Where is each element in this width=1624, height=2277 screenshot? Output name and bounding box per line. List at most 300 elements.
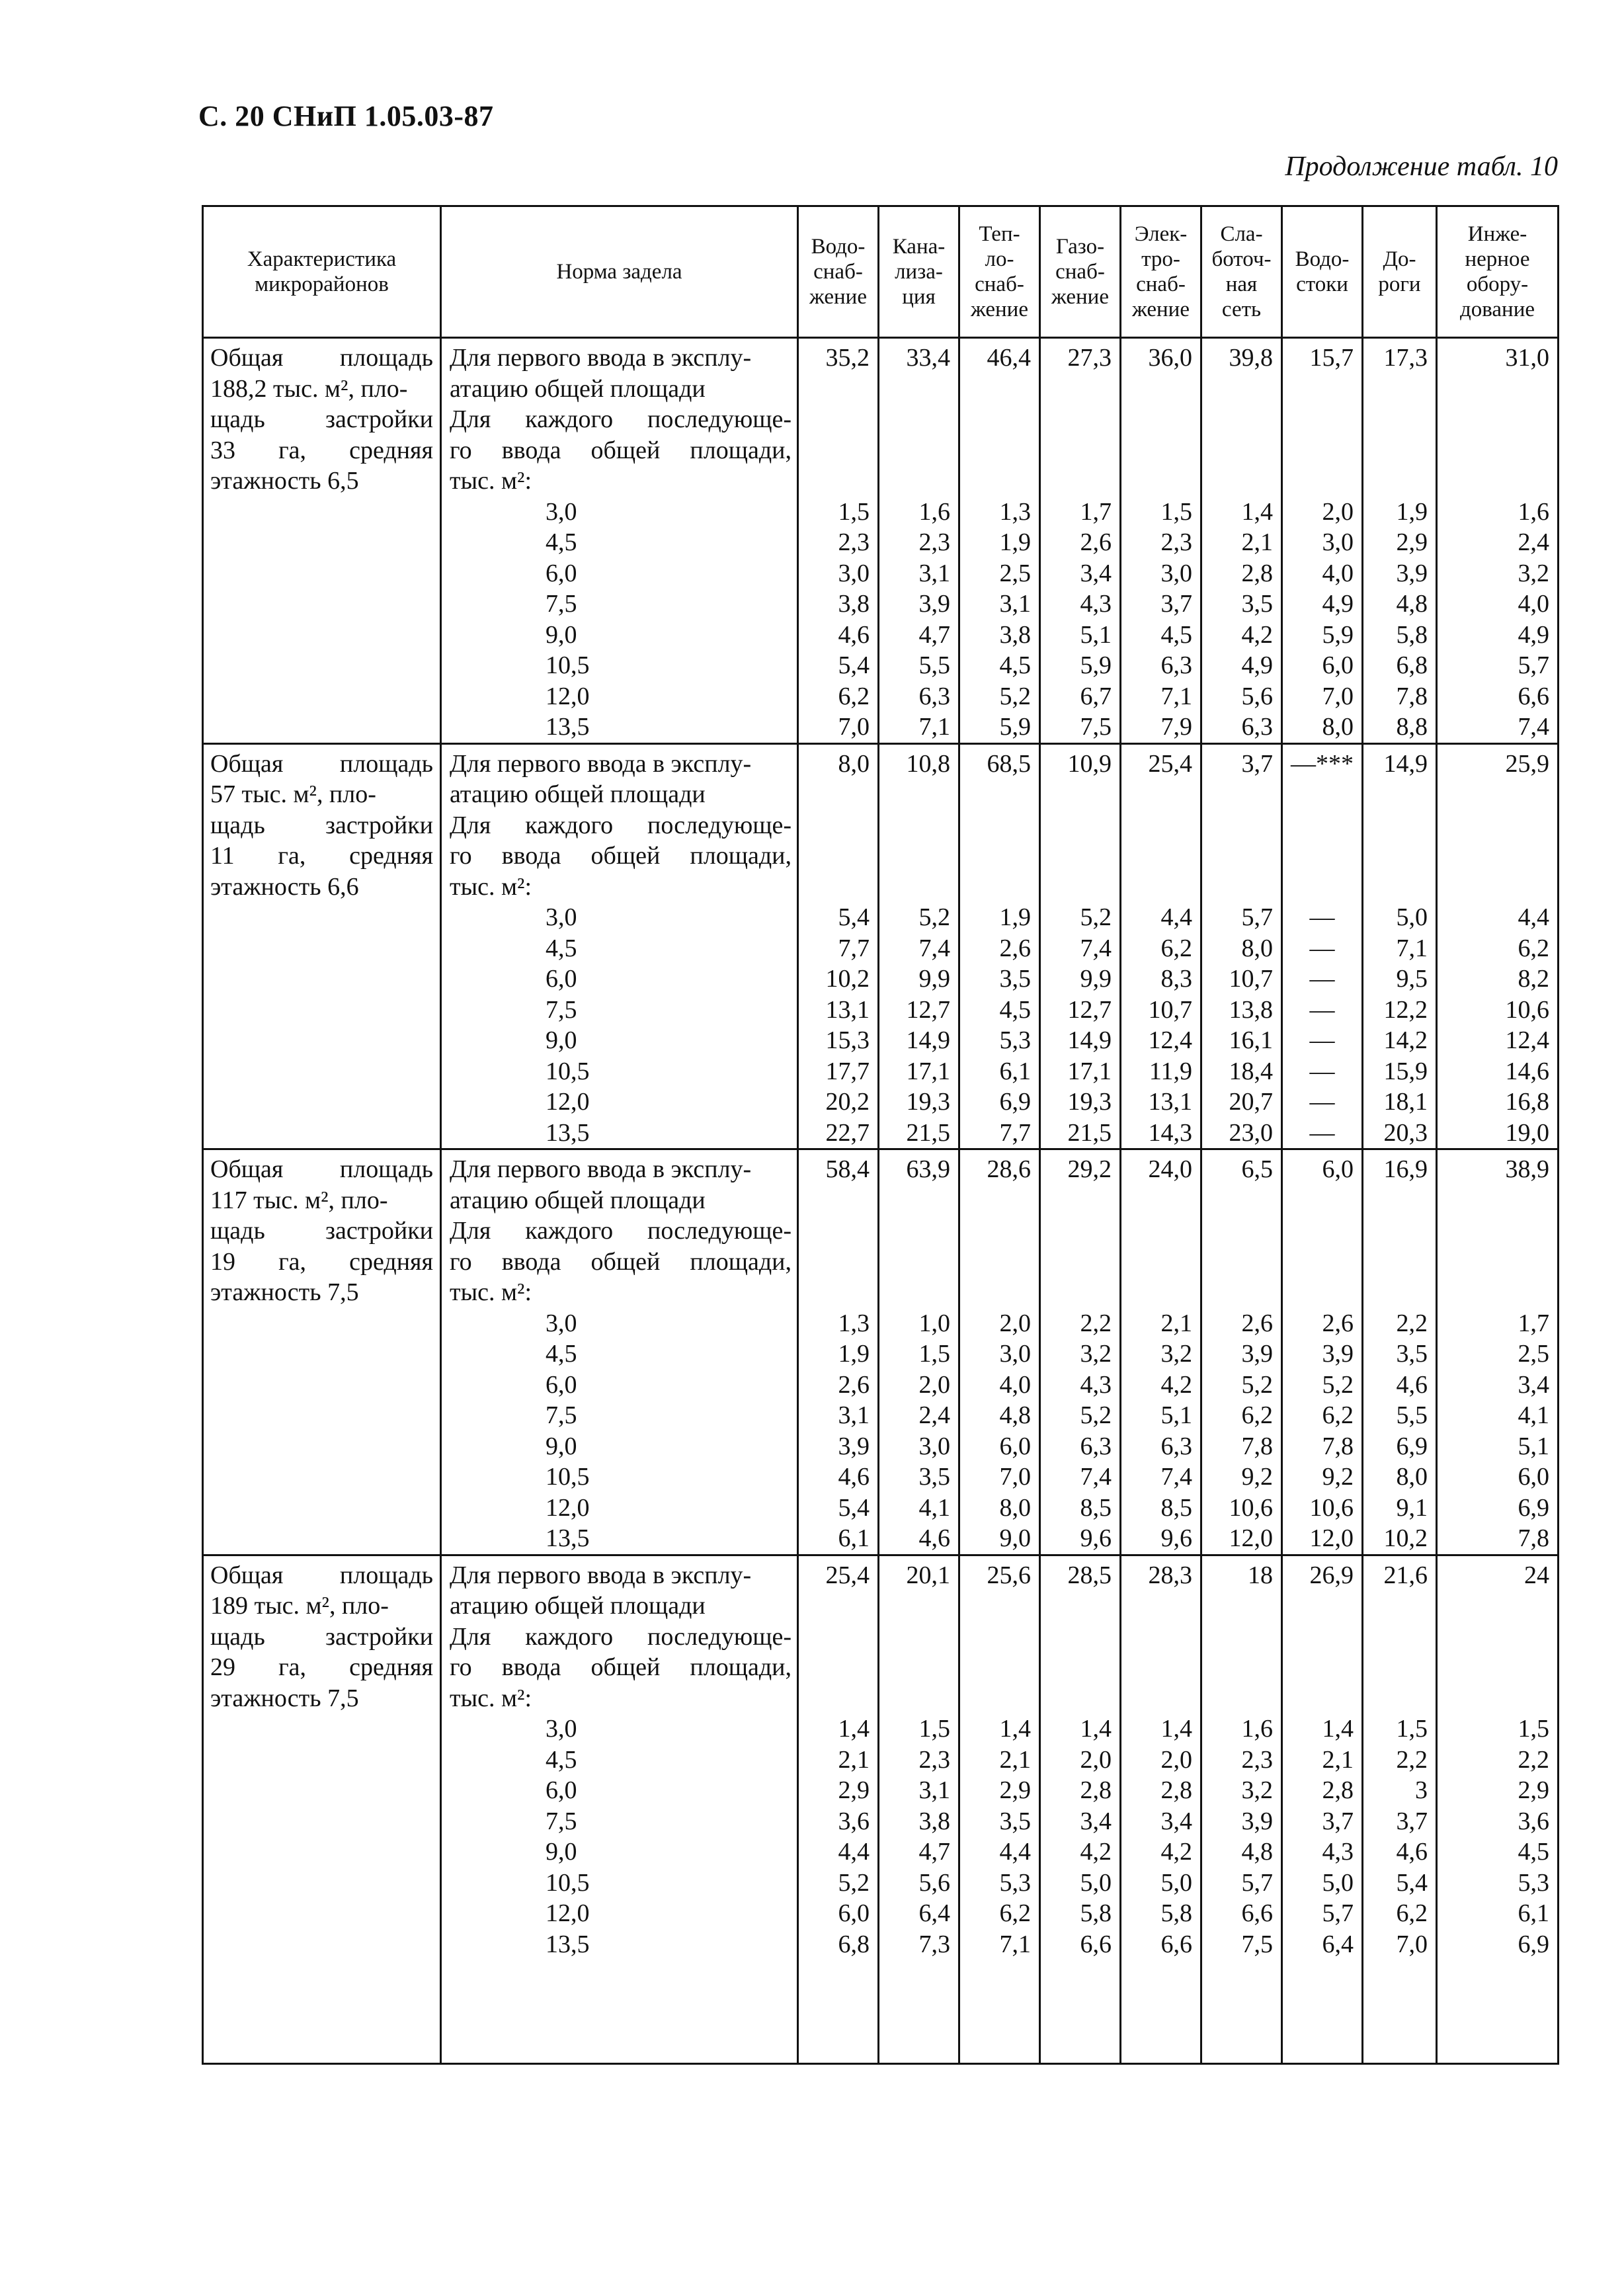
subsequent-input-value: 5,9: [1080, 651, 1112, 679]
spacer: [1046, 779, 1112, 810]
norm-values-cell: [1201, 1555, 1282, 2063]
norm-text-line: атацию общей площади: [450, 374, 706, 403]
subsequent-input-value: 5,2: [838, 1868, 870, 1897]
microdistrict-characteristic: [203, 743, 441, 1149]
first-input-value: 25,6: [987, 1561, 1031, 1589]
subsequent-input-value: 12,7: [1067, 995, 1112, 1024]
subsequent-input-value: 3,5: [999, 1807, 1031, 1835]
spacer: [1288, 841, 1356, 872]
subsequent-input-value: 5,8: [1396, 620, 1428, 649]
subsequent-input-value: 4,9: [1241, 651, 1273, 679]
subsequent-input-value: 2,8: [1160, 1776, 1192, 1804]
first-input-value: 6,0: [1322, 1155, 1354, 1183]
spacer: [1127, 1652, 1192, 1683]
spacer: [1288, 779, 1356, 810]
column-header: [798, 206, 879, 338]
spacer: [1369, 1277, 1428, 1308]
spacer: [1288, 1683, 1354, 1714]
spacer: [965, 1247, 1031, 1278]
norm-text-line: Для каждого последующе-: [450, 811, 792, 839]
subsequent-input-value: 8,2: [1518, 965, 1549, 993]
volume-value: 9,0: [546, 620, 577, 649]
subsequent-input-value: 4,8: [999, 1401, 1031, 1429]
column-header-line: нерное: [1465, 247, 1530, 271]
volume-value: 12,0: [546, 682, 590, 710]
subsequent-input-value: 4,5: [999, 651, 1031, 679]
microdistrict-characteristic: [203, 338, 441, 744]
subsequent-input-value: 7,4: [1160, 1463, 1192, 1491]
spacer: [965, 1622, 1031, 1653]
first-input-value: 33,4: [906, 344, 950, 372]
subsequent-input-value: 6,6: [1080, 1930, 1112, 1958]
spacer: [1207, 1591, 1273, 1622]
subsequent-input-value: 6,2: [1396, 1899, 1428, 1927]
subsequent-input-value: 8,3: [1160, 965, 1192, 993]
subsequent-input-value: 2,4: [918, 1401, 950, 1429]
spacer: [1443, 872, 1549, 903]
spacer: [965, 435, 1031, 466]
subsequent-input-value: 1,5: [918, 1340, 950, 1368]
volume-value: 10,5: [546, 1057, 590, 1085]
subsequent-input-value: 11,9: [1149, 1057, 1192, 1085]
spacer: [885, 810, 950, 841]
subsequent-input-value: 20,2: [825, 1088, 870, 1116]
subsequent-input-value: 1,5: [918, 1715, 950, 1743]
volume-value: 6,0: [546, 559, 577, 587]
microdistrict-characteristic: [203, 1149, 441, 1555]
first-input-value: 35,2: [825, 344, 870, 372]
spacer: [1046, 1185, 1112, 1216]
spacer: [965, 1216, 1031, 1247]
column-header-line: жение: [809, 285, 867, 309]
spacer: [965, 466, 1031, 497]
spacer: [1046, 1277, 1112, 1308]
subsequent-input-value: —: [1309, 1026, 1335, 1054]
spacer: [1127, 404, 1192, 435]
spacer: [885, 1185, 950, 1216]
norm-values-cell: [1040, 1149, 1121, 1555]
spacer: [804, 1683, 870, 1714]
spacer: [1443, 1652, 1549, 1683]
norm-values-cell: [1121, 743, 1201, 1149]
subsequent-input-value: 2,9: [1518, 1776, 1549, 1804]
spacer: [1046, 374, 1112, 405]
spacer: [1288, 374, 1354, 405]
subsequent-input-value: 4,1: [1518, 1401, 1549, 1429]
subsequent-input-value: 19,3: [906, 1088, 950, 1116]
spacer: [1369, 1247, 1428, 1278]
characteristic-line: Общая площадь: [210, 1155, 433, 1183]
subsequent-input-value: 1,9: [1396, 497, 1428, 526]
volume-value: 12,0: [546, 1899, 590, 1927]
spacer: [1288, 404, 1354, 435]
column-header-line: Элек-: [1134, 222, 1188, 246]
subsequent-input-value: 5,4: [838, 903, 870, 931]
volume-value: 7,5: [546, 1807, 577, 1835]
subsequent-input-value: 4,6: [1396, 1370, 1428, 1399]
subsequent-input-value: 5,7: [1518, 651, 1549, 679]
subsequent-input-value: 2,1: [999, 1745, 1031, 1774]
spacer: [1207, 841, 1273, 872]
spacer: [1443, 1247, 1549, 1278]
spacer: [965, 404, 1031, 435]
subsequent-input-value: 5,6: [918, 1868, 950, 1897]
subsequent-input-value: 4,3: [1080, 1370, 1112, 1399]
spacer: [1443, 374, 1549, 405]
norm-text-line: го ввода общей площади,: [450, 842, 792, 870]
subsequent-input-value: 7,8: [1396, 682, 1428, 710]
subsequent-input-value: 7,8: [1322, 1432, 1354, 1460]
characteristic-line: этажность 7,5: [210, 1684, 359, 1712]
subsequent-input-value: 3,5: [1396, 1340, 1428, 1368]
subsequent-input-value: —: [1309, 965, 1335, 993]
subsequent-input-value: 3,9: [1241, 1807, 1273, 1835]
subsequent-input-value: 14,6: [1505, 1057, 1549, 1085]
subsequent-input-value: 17,1: [1067, 1057, 1112, 1085]
spacer: [1288, 810, 1356, 841]
subsequent-input-value: 5,2: [1322, 1370, 1354, 1399]
spacer: [1207, 404, 1273, 435]
subsequent-input-value: 1,5: [1396, 1715, 1428, 1743]
volume-value: 7,5: [546, 995, 577, 1024]
subsequent-input-value: 1,3: [838, 1309, 870, 1337]
column-header-line: Водо-: [1295, 247, 1350, 271]
subsequent-input-value: 5,1: [1518, 1432, 1549, 1460]
volume-value: 13,5: [546, 1524, 590, 1552]
subsequent-input-value: 2,6: [1241, 1309, 1273, 1337]
subsequent-input-value: 5,2: [1080, 1401, 1112, 1429]
first-input-value: 24,0: [1148, 1155, 1192, 1183]
subsequent-input-value: 1,7: [1518, 1309, 1549, 1337]
volume-value: 9,0: [546, 1838, 577, 1866]
subsequent-input-value: 3,0: [838, 559, 870, 587]
subsequent-input-value: 5,0: [1396, 903, 1428, 931]
subsequent-input-value: 3,0: [1160, 559, 1192, 587]
first-input-value: 20,1: [906, 1561, 950, 1589]
subsequent-input-value: 10,7: [1229, 965, 1273, 993]
spacer: [885, 1652, 950, 1683]
first-input-value: 14,9: [1383, 749, 1428, 778]
subsequent-input-value: 6,4: [918, 1899, 950, 1927]
column-header: [1201, 206, 1282, 338]
spacer: [1127, 841, 1192, 872]
subsequent-input-value: 7,5: [1241, 1930, 1273, 1958]
subsequent-input-value: 2,1: [1160, 1309, 1192, 1337]
spacer: [1127, 435, 1192, 466]
subsequent-input-value: 4,8: [1241, 1838, 1273, 1866]
subsequent-input-value: 18,4: [1229, 1057, 1273, 1085]
subsequent-input-value: 2,3: [1160, 528, 1192, 556]
characteristic-line: этажность 6,5: [210, 467, 359, 495]
subsequent-input-value: 3,9: [1241, 1340, 1273, 1368]
subsequent-input-value: 6,9: [1518, 1930, 1549, 1958]
spacer: [885, 1622, 950, 1653]
table-row: [203, 743, 1559, 1149]
subsequent-input-value: 6,0: [1518, 1463, 1549, 1491]
subsequent-input-value: 10,6: [1505, 995, 1549, 1024]
subsequent-input-value: 14,9: [1067, 1026, 1112, 1054]
spacer: [1046, 466, 1112, 497]
column-header-line: Норма задела: [556, 260, 682, 284]
subsequent-input-value: 7,4: [1518, 713, 1549, 741]
characteristic-line: этажность 6,6: [210, 872, 359, 901]
subsequent-input-value: 7,7: [999, 1118, 1031, 1147]
subsequent-input-value: 5,2: [999, 682, 1031, 710]
spacer: [965, 374, 1031, 405]
subsequent-input-value: 7,4: [1080, 934, 1112, 962]
subsequent-input-value: 12,2: [1383, 995, 1428, 1024]
subsequent-input-value: 4,8: [1396, 590, 1428, 618]
spacer: [885, 1277, 950, 1308]
norm-values-cell: [798, 1555, 879, 2063]
column-header: [1282, 206, 1363, 338]
subsequent-input-value: 3,1: [918, 1776, 950, 1804]
first-input-value: 27,3: [1067, 344, 1112, 372]
subsequent-input-value: 2,0: [1080, 1745, 1112, 1774]
spacer: [1443, 466, 1549, 497]
column-header: [441, 206, 798, 338]
norm-text-line: атацию общей площади: [450, 1592, 706, 1620]
subsequent-input-value: 23,0: [1229, 1118, 1273, 1147]
subsequent-input-value: 1,9: [999, 903, 1031, 931]
spacer: [1127, 1683, 1192, 1714]
subsequent-input-value: 4,6: [1396, 1838, 1428, 1866]
subsequent-input-value: 5,1: [1080, 620, 1112, 649]
subsequent-input-value: 9,9: [1080, 965, 1112, 993]
subsequent-input-value: 8,0: [1241, 934, 1273, 962]
column-header-line: Характеристика: [247, 247, 397, 271]
norm-text-line: го ввода общей площади,: [450, 1247, 792, 1276]
spacer: [885, 1591, 950, 1622]
column-header-line: ная: [1225, 272, 1258, 296]
subsequent-input-value: 1,4: [1160, 1715, 1192, 1743]
subsequent-input-value: 16,8: [1505, 1088, 1549, 1116]
subsequent-input-value: 4,6: [838, 620, 870, 649]
subsequent-input-value: 6,9: [1518, 1493, 1549, 1522]
characteristic-line: 188,2 тыс. м², пло-: [210, 374, 408, 403]
subsequent-input-value: 1,4: [838, 1715, 870, 1743]
subsequent-input-value: 3,0: [999, 1340, 1031, 1368]
norm-values-cell: [959, 1149, 1040, 1555]
subsequent-input-value: 9,9: [918, 965, 950, 993]
subsequent-input-value: 2,3: [918, 1745, 950, 1774]
spacer: [885, 466, 950, 497]
spacer: [1207, 1185, 1273, 1216]
norm-text-line: тыс. м²:: [450, 1684, 532, 1712]
subsequent-input-value: 2,5: [1518, 1340, 1549, 1368]
subsequent-input-value: 5,7: [1322, 1899, 1354, 1927]
spacer: [1443, 1683, 1549, 1714]
table-row: [203, 1149, 1559, 1555]
first-input-value: 16,9: [1383, 1155, 1428, 1183]
subsequent-input-value: 3,8: [838, 590, 870, 618]
spacer: [1046, 872, 1112, 903]
subsequent-input-value: 2,0: [999, 1309, 1031, 1337]
subsequent-input-value: 5,0: [1160, 1868, 1192, 1897]
spacer: [1127, 1277, 1192, 1308]
subsequent-input-value: 6,8: [838, 1930, 870, 1958]
subsequent-input-value: 6,3: [918, 682, 950, 710]
subsequent-input-value: —: [1309, 1118, 1335, 1147]
subsequent-input-value: 1,6: [1241, 1715, 1273, 1743]
column-header-line: тро-: [1141, 247, 1180, 271]
volume-value: 7,5: [546, 1401, 577, 1429]
spacer: [965, 1652, 1031, 1683]
subsequent-input-value: 13,8: [1229, 995, 1273, 1024]
volume-value: 13,5: [546, 1930, 590, 1958]
norm-values-cell: [1437, 338, 1559, 744]
subsequent-input-value: 7,1: [1396, 934, 1428, 962]
spacer: [1369, 1591, 1428, 1622]
first-input-value: 39,8: [1229, 344, 1273, 372]
characteristic-line: 33 га, средняя: [210, 436, 433, 464]
subsequent-input-value: 20,7: [1229, 1088, 1273, 1116]
subsequent-input-value: 19,0: [1505, 1118, 1549, 1147]
subsequent-input-value: 4,6: [918, 1524, 950, 1552]
characteristic-line: щадь застройки: [210, 811, 433, 839]
column-header-line: стоки: [1296, 272, 1348, 296]
subsequent-input-value: 18,1: [1383, 1088, 1428, 1116]
subsequent-input-value: 7,8: [1241, 1432, 1273, 1460]
spacer: [804, 1622, 870, 1653]
column-header: [1437, 206, 1559, 338]
subsequent-input-value: 6,4: [1322, 1930, 1354, 1958]
subsequent-input-value: 8,5: [1080, 1493, 1112, 1522]
norm-values-cell: [1121, 338, 1201, 744]
subsequent-input-value: 4,4: [1518, 903, 1549, 931]
spacer: [804, 1591, 870, 1622]
subsequent-input-value: 4,5: [1160, 620, 1192, 649]
first-input-value: 68,5: [987, 749, 1031, 778]
characteristic-line: 117 тыс. м², пло-: [210, 1186, 388, 1214]
volume-value: 3,0: [546, 1715, 577, 1743]
first-input-value: 3,7: [1241, 749, 1273, 778]
subsequent-input-value: 6,2: [1322, 1401, 1354, 1429]
volume-value: 6,0: [546, 965, 577, 993]
subsequent-input-value: 7,4: [1080, 1463, 1112, 1491]
subsequent-input-value: 6,1: [999, 1057, 1031, 1085]
subsequent-input-value: 6,2: [1518, 934, 1549, 962]
spacer: [804, 1277, 870, 1308]
subsequent-input-value: 15,9: [1383, 1057, 1428, 1085]
norm-values-cell: [1282, 1555, 1363, 2063]
norm-text-line: Для каждого последующе-: [450, 1217, 792, 1245]
subsequent-input-value: 6,0: [838, 1899, 870, 1927]
spacer: [965, 779, 1031, 810]
subsequent-input-value: 1,6: [918, 497, 950, 526]
norm-values-cell: [1121, 1149, 1201, 1555]
spacer: [1127, 1622, 1192, 1653]
column-header: [1363, 206, 1437, 338]
subsequent-input-value: 3,4: [1518, 1370, 1549, 1399]
norm-text-line: го ввода общей площади,: [450, 436, 792, 464]
norm-text-line: го ввода общей площади,: [450, 1653, 792, 1681]
subsequent-input-value: 4,2: [1160, 1370, 1192, 1399]
column-header-line: сеть: [1221, 298, 1262, 321]
subsequent-input-value: 6,2: [1160, 934, 1192, 962]
subsequent-input-value: 21,5: [1067, 1118, 1112, 1147]
subsequent-input-value: 6,6: [1241, 1899, 1273, 1927]
subsequent-input-value: 19,3: [1067, 1088, 1112, 1116]
first-input-value: 17,3: [1383, 344, 1428, 372]
microdistrict-characteristic: [203, 1555, 441, 2063]
subsequent-input-value: 9,6: [1080, 1524, 1112, 1552]
subsequent-input-value: 5,0: [1322, 1868, 1354, 1897]
subsequent-input-value: 5,6: [1241, 682, 1273, 710]
characteristic-line: Общая площадь: [210, 749, 433, 778]
subsequent-input-value: 3,5: [1241, 590, 1273, 618]
spacer: [965, 810, 1031, 841]
spacer: [1288, 466, 1354, 497]
volume-value: 3,0: [546, 1309, 577, 1337]
spacer: [1207, 1622, 1273, 1653]
spacer: [1443, 1216, 1549, 1247]
column-header-line: боточ-: [1211, 247, 1272, 271]
norm-text-line: Для первого ввода в эксплу-: [450, 749, 752, 778]
subsequent-input-value: 6,6: [1160, 1930, 1192, 1958]
column-header-line: снаб-: [975, 272, 1024, 296]
volume-value: 9,0: [546, 1432, 577, 1460]
subsequent-input-value: 3,0: [1322, 528, 1354, 556]
spacer: [965, 1683, 1031, 1714]
subsequent-input-value: 3,8: [999, 620, 1031, 649]
subsequent-input-value: 5,2: [1080, 903, 1112, 931]
subsequent-input-value: 5,9: [1322, 620, 1354, 649]
first-input-value: 8,0: [838, 749, 870, 778]
volume-value: 12,0: [546, 1493, 590, 1522]
first-input-value: 6,5: [1241, 1155, 1273, 1183]
subsequent-input-value: 2,3: [918, 528, 950, 556]
column-header-line: ция: [902, 285, 936, 309]
subsequent-input-value: 7,9: [1160, 713, 1192, 741]
subsequent-input-value: 7,1: [999, 1930, 1031, 1958]
subsequent-input-value: 1,4: [999, 1715, 1031, 1743]
spacer: [804, 1216, 870, 1247]
subsequent-input-value: 17,7: [825, 1057, 870, 1085]
spacer: [1288, 1591, 1354, 1622]
table-header-row: [203, 206, 1559, 338]
first-input-value: 25,4: [825, 1561, 870, 1589]
subsequent-input-value: 3,6: [1518, 1807, 1549, 1835]
subsequent-input-value: 4,2: [1241, 620, 1273, 649]
subsequent-input-value: 4,0: [1518, 590, 1549, 618]
column-header-line: Теп-: [979, 222, 1020, 246]
first-input-value: 46,4: [987, 344, 1031, 372]
subsequent-input-value: 2,8: [1241, 559, 1273, 587]
subsequent-input-value: 5,3: [999, 1026, 1031, 1054]
subsequent-input-value: 5,8: [1080, 1899, 1112, 1927]
spacer: [885, 1247, 950, 1278]
subsequent-input-value: 13,1: [1148, 1088, 1192, 1116]
norm-values-cell: [1201, 743, 1282, 1149]
spacer: [1046, 404, 1112, 435]
column-header-line: жение: [1051, 285, 1109, 309]
norm-text-line: тыс. м²:: [450, 467, 532, 495]
volume-value: 6,0: [546, 1370, 577, 1399]
subsequent-input-value: 4,2: [1080, 1838, 1112, 1866]
spacer: [1369, 1683, 1428, 1714]
subsequent-input-value: 3,7: [1160, 590, 1192, 618]
subsequent-input-value: 14,9: [906, 1026, 950, 1054]
first-input-value: 26,9: [1309, 1561, 1354, 1589]
norm-text-line: Для первого ввода в эксплу-: [450, 344, 752, 372]
norm-values-cell: [1201, 1149, 1282, 1555]
subsequent-input-value: 5,4: [838, 651, 870, 679]
characteristic-line: щадь застройки: [210, 1622, 433, 1651]
column-header-line: снаб-: [1136, 272, 1186, 296]
characteristic-line: щадь застройки: [210, 1217, 433, 1245]
subsequent-input-value: 1,9: [999, 528, 1031, 556]
